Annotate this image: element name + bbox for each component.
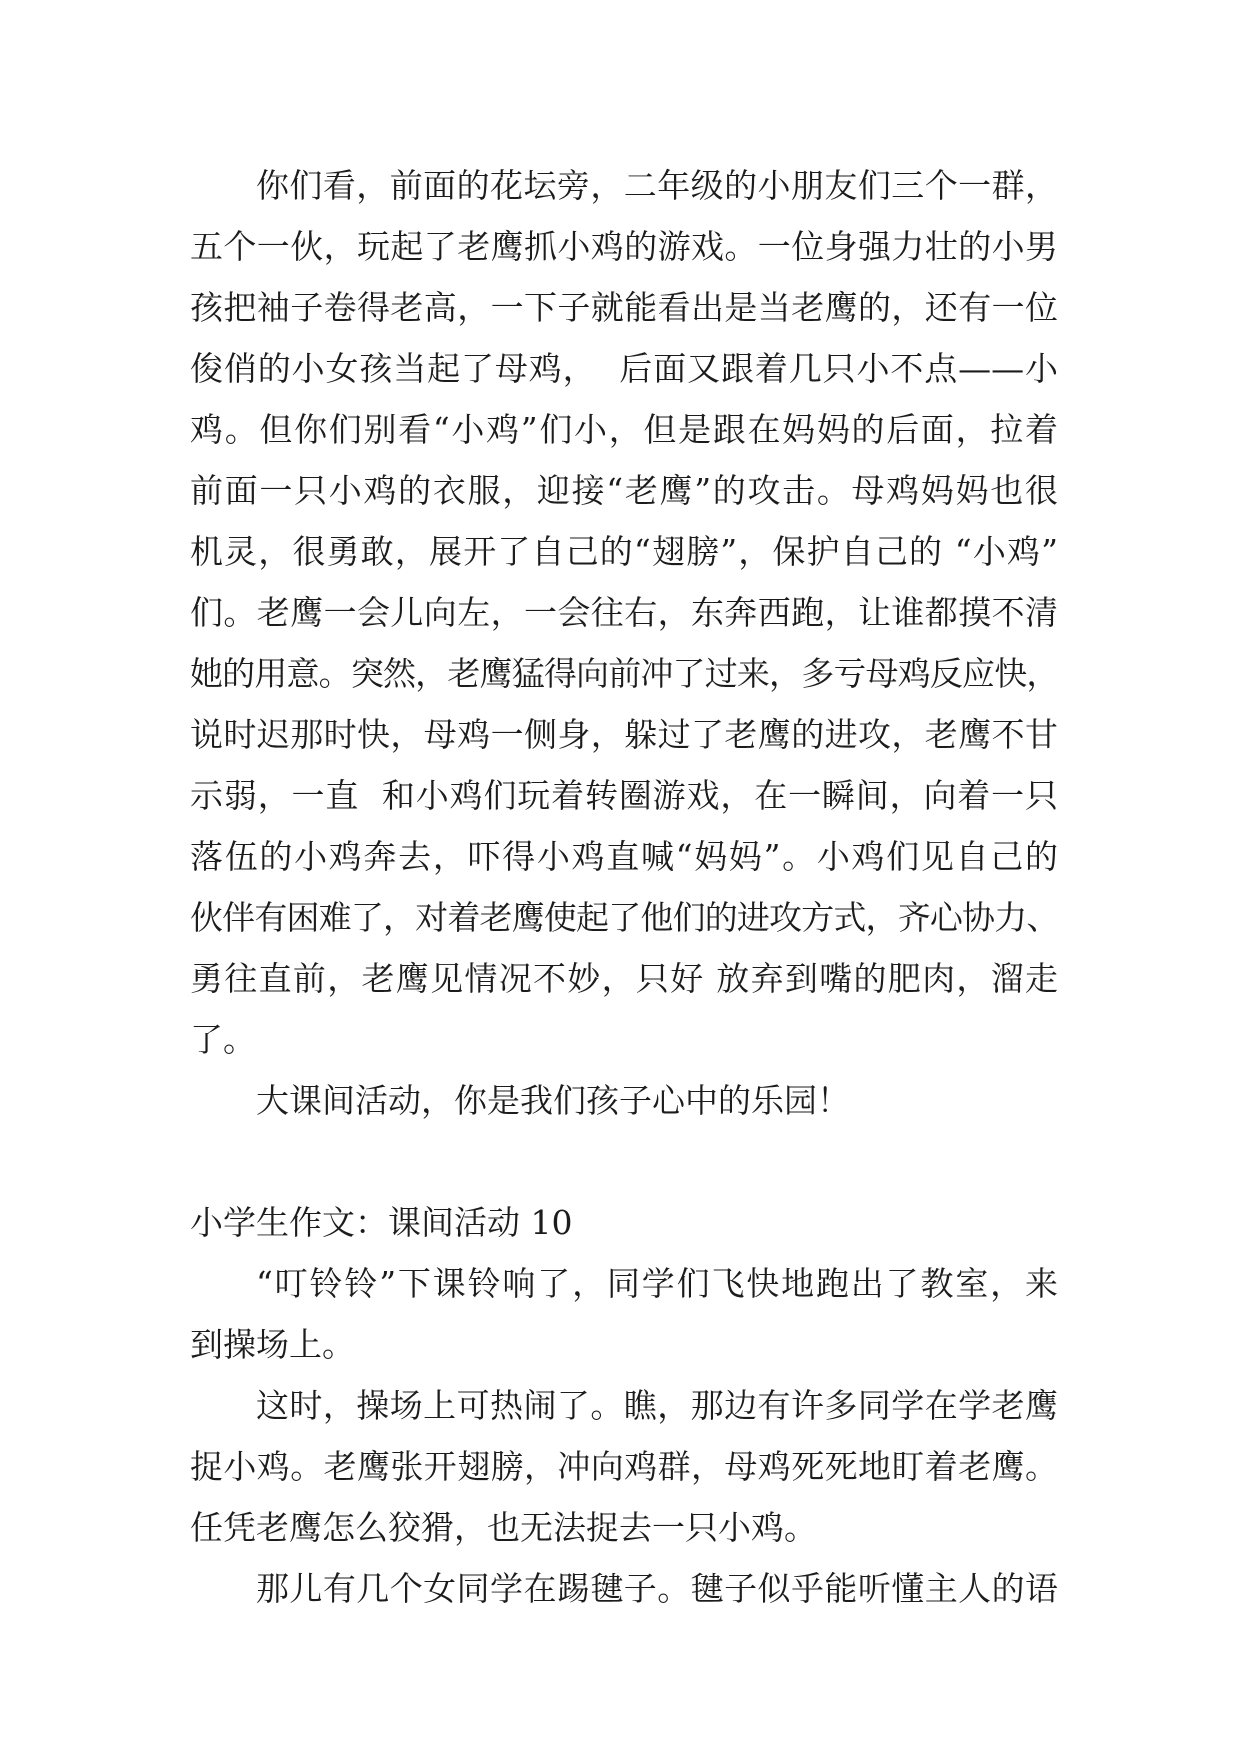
text-line: 那儿有几个女同学在踢毽子。毽子似乎能听懂主人的语	[256, 1569, 1058, 1608]
text-line: 机灵，很勇敢，展开了自己的“翅膀”，保护自己的 “小鸡”	[190, 532, 1058, 571]
text-line: 伙伴有困难了，对着老鹰使起了他们的进攻方式，齐心协力、	[190, 898, 1058, 937]
text-line: 鸡。但你们别看“小鸡”们小，但是跟在妈妈的后面，拉着	[190, 410, 1058, 449]
text-line: 前面一只小鸡的衣服，迎接“老鹰”的攻击。母鸡妈妈也很	[190, 471, 1058, 510]
text-line: 说时迟那时快，母鸡一侧身，躲过了老鹰的进攻，老鹰不甘	[190, 715, 1058, 754]
paragraph	[190, 1070, 1058, 1131]
text-line: 你们看，前面的花坛旁，二年级的小朋友们三个一群，	[256, 166, 1058, 205]
text-line: 她的用意。突然，老鹰猛得向前冲了过来，多亏母鸡反应快，	[190, 654, 1058, 693]
text-line: 到操场上。	[190, 1325, 355, 1364]
blank-line	[190, 1131, 1058, 1192]
text-line: 俊俏的小女孩当起了母鸡， 后面又跟着几只小不点——小	[190, 349, 1058, 388]
text-line: 们。老鹰一会儿向左，一会往右，东奔西跑，让谁都摸不清	[190, 593, 1058, 632]
text-line: 五个一伙，玩起了老鹰抓小鸡的游戏。一位身强力壮的小男	[190, 227, 1058, 266]
text-line: 大课间活动，你是我们孩子心中的乐园！	[256, 1081, 850, 1120]
paragraph	[190, 1558, 1058, 1619]
text-line: “叮铃铃”下课铃响了，同学们飞快地跑出了教室，来	[256, 1264, 1058, 1303]
text-line: 孩把袖子卷得老高，一下子就能看出是当老鹰的，还有一位	[190, 288, 1058, 327]
text-line: 勇往直前，老鹰见情况不妙，只好 放弃到嘴的肥肉，溜走	[190, 959, 1058, 998]
paragraph	[190, 1375, 1058, 1558]
paragraph	[190, 1253, 1058, 1375]
text-line: 这时，操场上可热闹了。瞧，那边有许多同学在学老鹰	[256, 1386, 1058, 1425]
paragraph	[190, 155, 1058, 1070]
essay-title: 小学生作文：课间活动 10	[190, 1203, 573, 1242]
text-line: 任凭老鹰怎么狡猾，也无法捉去一只小鸡。	[190, 1508, 817, 1547]
text-line: 捉小鸡。老鹰张开翅膀，冲向鸡群，母鸡死死地盯着老鹰。	[190, 1447, 1058, 1486]
text-line: 示弱，一直 和小鸡们玩着转圈游戏，在一瞬间，向着一只	[190, 776, 1058, 815]
text-line: 落伍的小鸡奔去，吓得小鸡直喊“妈妈”。小鸡们见自己的	[190, 837, 1058, 876]
text-line: 了。	[190, 1020, 256, 1059]
document-body	[190, 155, 1058, 1619]
